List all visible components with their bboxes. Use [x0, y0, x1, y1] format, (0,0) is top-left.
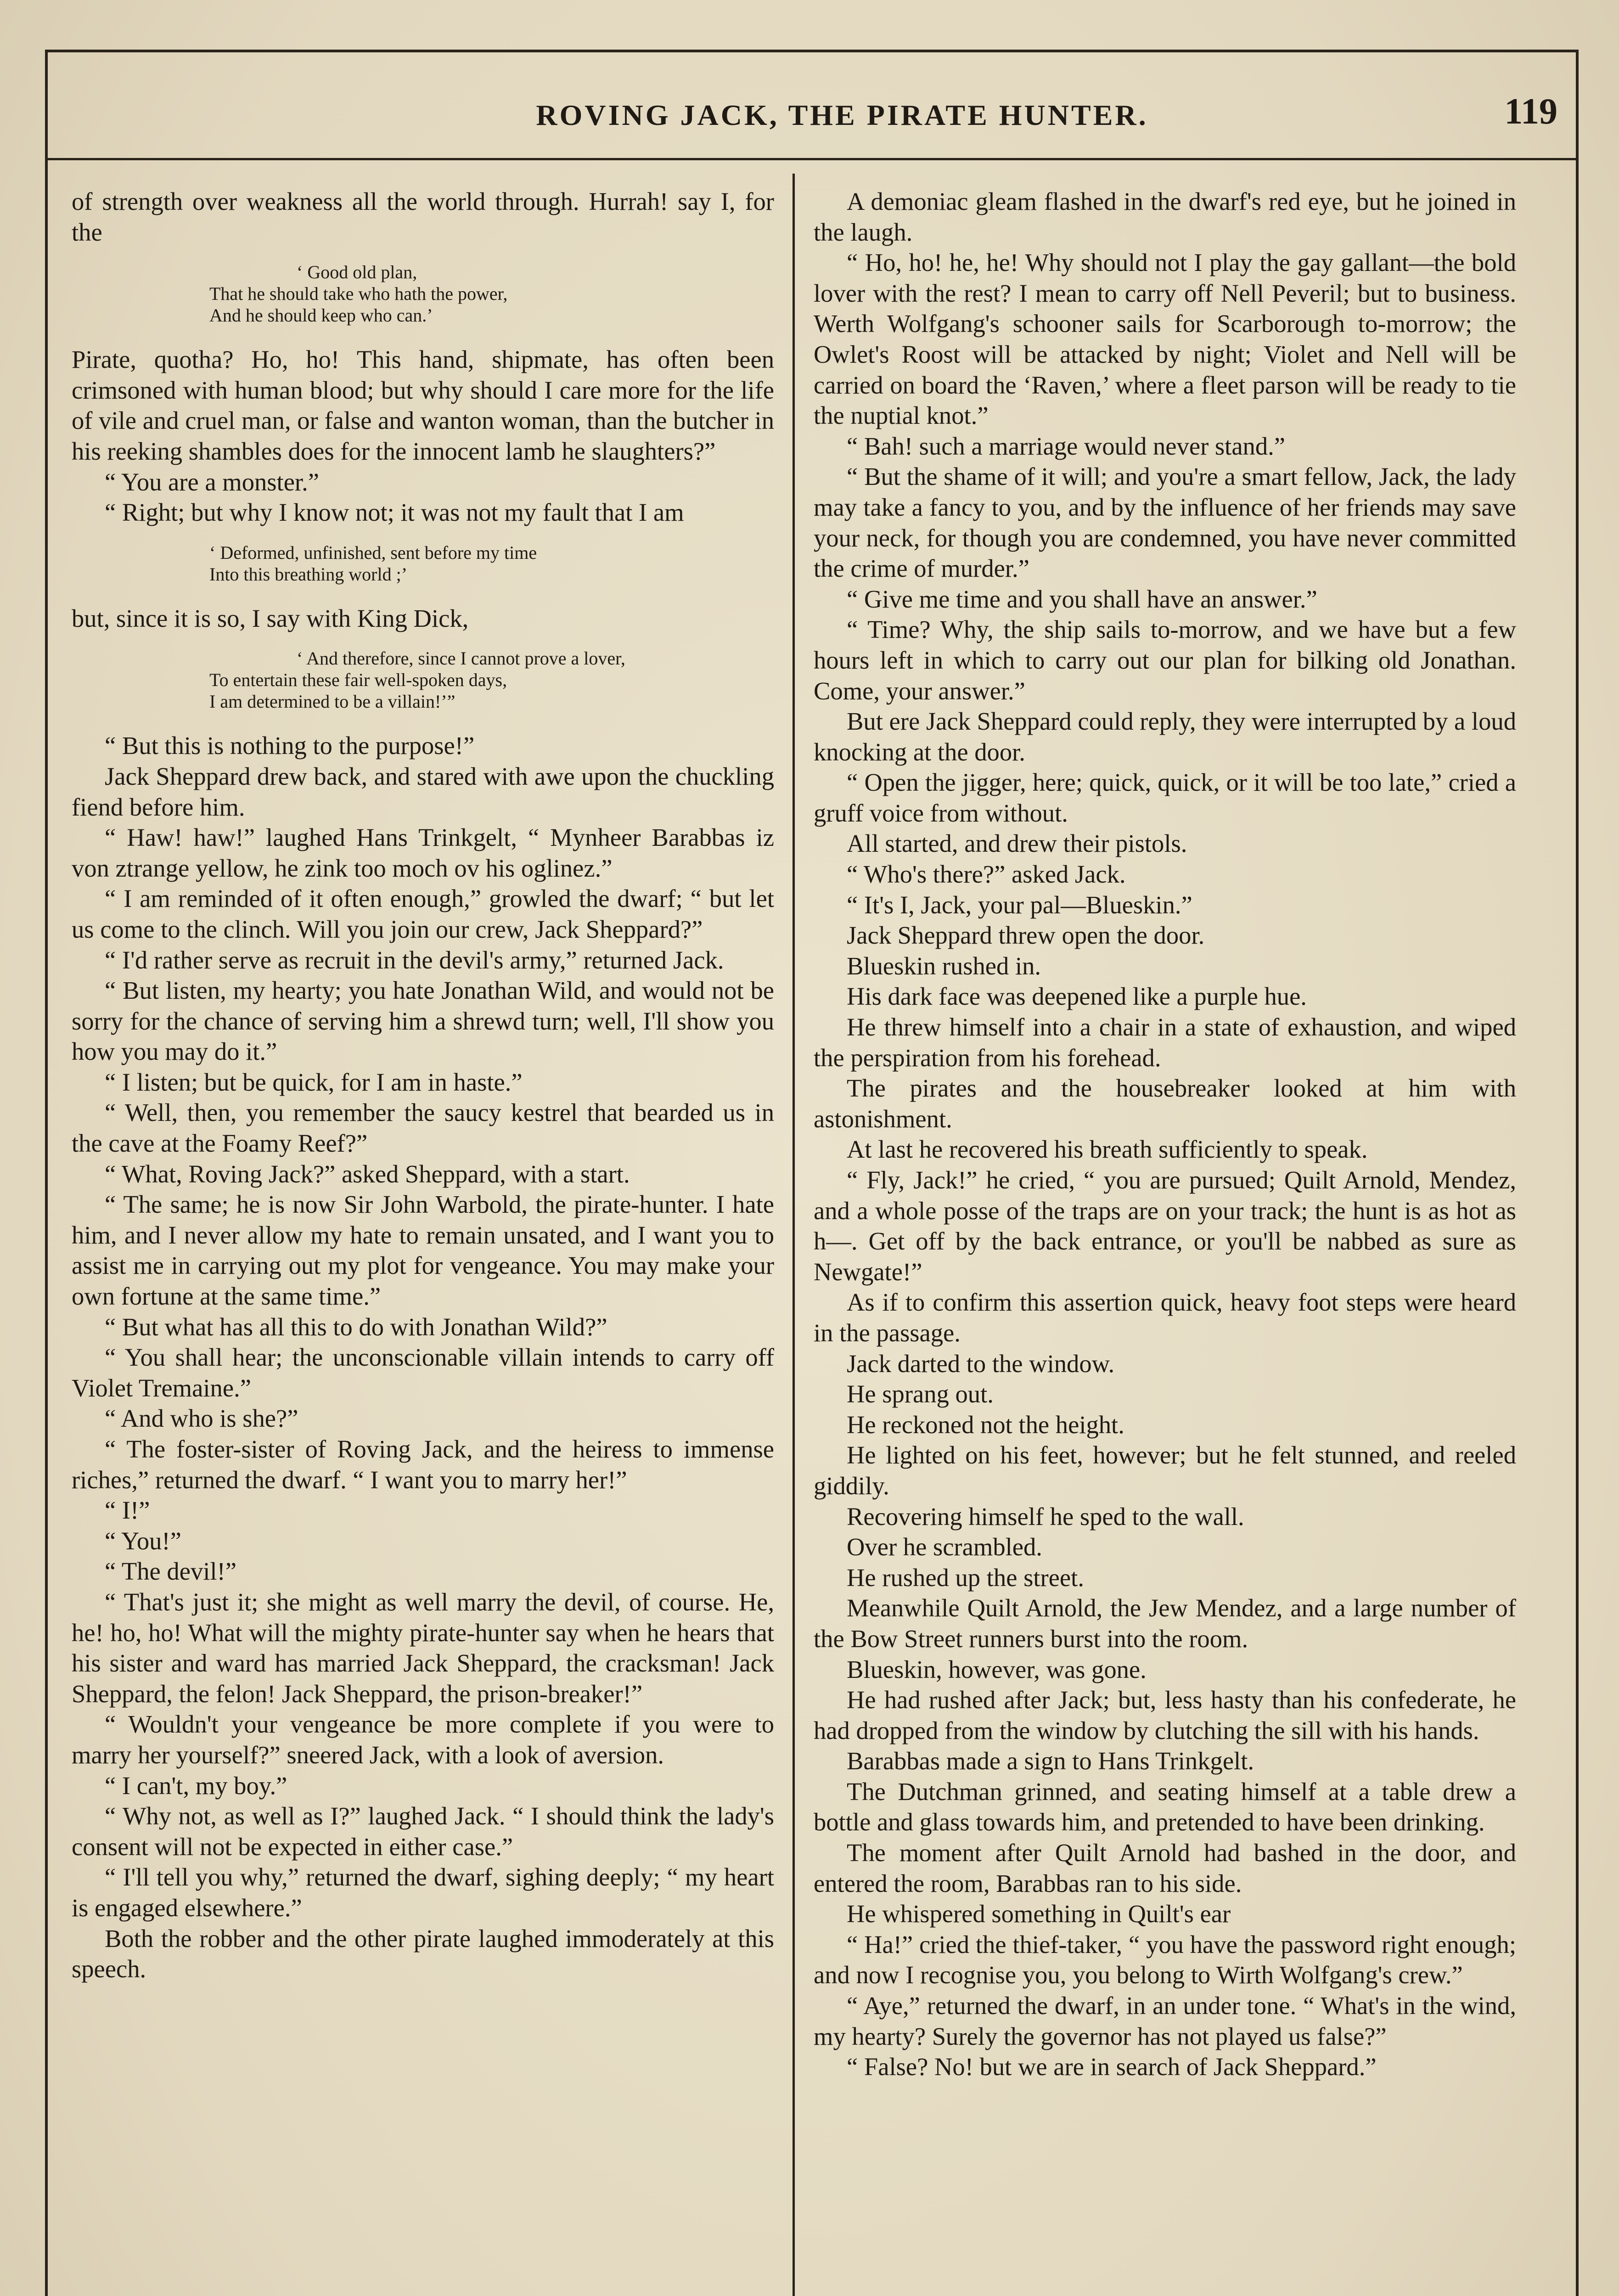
- verse-line: Into this breathing world ;’: [209, 563, 408, 585]
- paragraph: “ Haw! haw!” laughed Hans Trinkgelt, “ Mynheer Barabbas iz von ztrange yellow, he zink too moch ov his oglinez.”: [72, 823, 774, 882]
- paragraph: Over he scrambled.: [847, 1533, 1042, 1561]
- paragraph: “ Well, then, you remember the saucy kestrel that bearded us in the cave at the Foamy Reef?”: [72, 1098, 774, 1158]
- paragraph: “ But the shame of it will; and you're a smart fellow, Jack, the lady may take a fancy to you, and by the influence of her friends may save your neck, for though you are condemned, you have never committed the crime of murder.”: [814, 462, 1516, 583]
- running-title: ROVING JACK, THE PIRATE HUNTER.: [536, 99, 1148, 131]
- paragraph: Meanwhile Quilt Arnold, the Jew Mendez, and a large number of the Bow Street runners burst into the room.: [814, 1594, 1516, 1653]
- paragraph: The pirates and the housebreaker looked at him with astonishment.: [814, 1074, 1516, 1133]
- verse-line: ‘ Deformed, unfinished, sent before my time: [209, 542, 537, 563]
- paragraph: “ Wouldn't your vengeance be more complete if you were to marry her yourself?” sneered Jack, with a look of aversion.: [72, 1710, 774, 1769]
- verse-quote: [209, 261, 774, 326]
- verse-line: That he should take who hath the power,: [209, 283, 508, 304]
- paragraph: “ Why not, as well as I?” laughed Jack. “ I should think the lady's consent will not be expected in either case.”: [72, 1802, 774, 1861]
- running-header: [48, 52, 1576, 160]
- paragraph: “ But what has all this to do with Jonathan Wild?”: [105, 1312, 607, 1341]
- paragraph: The moment after Quilt Arnold had bashed in the door, and entered the room, Barabbas ran to his side.: [814, 1839, 1516, 1897]
- paragraph: He reckoned not the height.: [847, 1410, 1124, 1439]
- paragraph: “ Give me time and you shall have an answer.”: [847, 585, 1317, 613]
- paragraph: “ Right; but why I know not; it was not my fault that I am: [105, 498, 684, 527]
- paragraph: “ The same; he is now Sir John Warbold, the pirate-hunter. I hate him, and I never allow my hate to remain unsated, and I want you to assist me in carrying out my plot for vengeance. You may make your own fortune at the same time.”: [72, 1190, 774, 1311]
- paragraph: Jack Sheppard threw open the door.: [847, 921, 1205, 950]
- paragraph: “ And who is she?”: [105, 1404, 298, 1433]
- paragraph: As if to confirm this assertion quick, heavy foot steps were heard in the passage.: [814, 1288, 1516, 1347]
- paragraph: Blueskin rushed in.: [847, 951, 1041, 980]
- paragraph: “ The devil!”: [105, 1557, 236, 1586]
- paragraph: “ Ha!” cried the thief-taker, “ you have the password right enough; and now I recognise you, you belong to Wirth Wolfgang's crew.”: [814, 1930, 1516, 1989]
- paragraph: “ Open the jigger, here; quick, quick, or it will be too late,” cried a gruff voice from without.: [814, 768, 1516, 827]
- paragraph: Blueskin, however, was gone.: [847, 1655, 1147, 1683]
- right-column: [814, 186, 1516, 2296]
- paragraph: “ What, Roving Jack?” asked Sheppard, with a start.: [105, 1159, 630, 1188]
- verse-line: To entertain these fair well-spoken days,: [209, 670, 507, 691]
- verse-line: I am determined to be a villain!’”: [209, 691, 455, 712]
- paragraph: His dark face was deepened like a purple hue.: [847, 982, 1307, 1011]
- column-divider: [793, 174, 795, 2296]
- paragraph: Jack Sheppard drew back, and stared with awe upon the chuckling fiend before him.: [72, 762, 774, 821]
- paragraph: He rushed up the street.: [847, 1563, 1084, 1592]
- paragraph: “ But this is nothing to the purpose!”: [105, 732, 475, 760]
- paragraph: Both the robber and the other pirate laughed immoderately at this speech.: [72, 1924, 774, 1983]
- paragraph: He lighted on his feet, however; but he felt stunned, and reeled giddily.: [814, 1441, 1516, 1500]
- paragraph: “ False? No! but we are in search of Jack Sheppard.”: [847, 2053, 1377, 2081]
- paragraph: At last he recovered his breath sufficiently to speak.: [847, 1135, 1368, 1164]
- paragraph: “ Who's there?” asked Jack.: [847, 860, 1126, 889]
- paragraph: Recovering himself he sped to the wall.: [847, 1502, 1244, 1531]
- paragraph: but, since it is so, I say with King Dick,: [72, 604, 469, 632]
- paragraph: “ I!”: [105, 1496, 150, 1525]
- verse-quote: [209, 647, 774, 712]
- paragraph: “ Bah! such a marriage would never stand.”: [847, 432, 1286, 460]
- page-number: 119: [1504, 91, 1557, 132]
- paragraph: Jack darted to the window.: [847, 1349, 1115, 1378]
- paragraph: Pirate, quotha? Ho, ho! This hand, shipmate, has often been crimsoned with human blood; but why should I care more for the life of vile and cruel man, or false and wanton woman, than the butcher in his reeking shambles does for the innocent lamb he slaughters?”: [72, 345, 774, 465]
- paragraph: “ You are a monster.”: [105, 467, 319, 496]
- paragraph: He whispered something in Quilt's ear: [847, 1900, 1231, 1928]
- verse-line: ‘ And therefore, since I cannot prove a lover,: [297, 648, 625, 669]
- paragraph: “ Aye,” returned the dwarf, in an under tone. “ What's in the wind, my hearty? Surely the governor has not played us false?”: [814, 1992, 1516, 2050]
- paragraph: A demoniac gleam flashed in the dwarf's red eye, but he joined in the laugh.: [814, 187, 1516, 246]
- paragraph: “ The foster-sister of Roving Jack, and the heiress to immense riches,” returned the dwarf. “ I want you to marry her!”: [72, 1435, 774, 1494]
- paragraph: “ But listen, my hearty; you hate Jonathan Wild, and would not be sorry for the chance of serving him a shrewd turn; well, I'll show you how you may do it.”: [72, 976, 774, 1066]
- paragraph: of strength over weakness all the world through. Hurrah! say I, for the: [72, 187, 774, 246]
- paragraph: He sprang out.: [847, 1380, 994, 1408]
- paragraph: Barabbas made a sign to Hans Trinkgelt.: [847, 1747, 1254, 1775]
- paragraph: “ I am reminded of it often enough,” growled the dwarf; “ but let us come to the clinch. Will you join our crew, Jack Sheppard?”: [72, 884, 774, 943]
- paragraph: “ I can't, my boy.”: [105, 1771, 287, 1800]
- page-frame: [45, 50, 1579, 2296]
- paragraph: “ You!”: [105, 1526, 181, 1555]
- paragraph: The Dutchman grinned, and seating himself at a table drew a bottle and glass towards him, and pretended to have been drinking.: [814, 1777, 1516, 1836]
- left-column: [72, 186, 774, 2296]
- paragraph: “ You shall hear; the unconscionable villain intends to carry off Violet Tremaine.”: [72, 1343, 774, 1402]
- paragraph: “ It's I, Jack, your pal—Blueskin.”: [847, 890, 1192, 919]
- paragraph: “ I'd rather serve as recruit in the devil's army,” returned Jack.: [105, 945, 724, 974]
- paragraph: “ Time? Why, the ship sails to-morrow, and we have but a few hours left in which to carry out our plan for bilking old Jonathan. Come, your answer.”: [814, 615, 1516, 705]
- paragraph: “ Ho, ho! he, he! Why should not I play the gay gallant—the bold lover with the rest? I mean to carry off Nell Peveril; but to business. Werth Wolfgang's schooner sails for Scarborough to-morrow; the Owlet's Roost will be attacked by night; Violet and Nell will be carried on board the ‘Raven,’ where a fleet parson will be ready to tie the nuptial knot.”: [814, 248, 1516, 430]
- paragraph: But ere Jack Sheppard could reply, they were interrupted by a loud knocking at the door.: [814, 707, 1516, 766]
- paragraph: He had rushed after Jack; but, less hasty than his confederate, he had dropped from the window by clutching the sill with his hands.: [814, 1686, 1516, 1745]
- paragraph: “ That's just it; she might as well marry the devil, of course. He, he! ho, ho! What will the mighty pirate-hunter say when he hears that his sister and ward has married Jack Sheppard, the cracksman! Jack Sheppard, the felon! Jack Sheppard, the prison-breaker!”: [72, 1587, 774, 1708]
- verse-line: ‘ Good old plan,: [297, 262, 417, 283]
- paragraph: “ I'll tell you why,” returned the dwarf, sighing deeply; “ my heart is engaged elsewhere.”: [72, 1863, 774, 1922]
- paragraph: He threw himself into a chair in a state of exhaustion, and wiped the perspiration from his forehead.: [814, 1013, 1516, 1072]
- verse-quote: [209, 542, 774, 585]
- verse-line: And he should keep who can.’: [209, 305, 433, 326]
- paragraph: “ Fly, Jack!” he cried, “ you are pursued; Quilt Arnold, Mendez, and a whole posse of the traps are on your track; the hunt is as hot as h—. Get off by the back entrance, or you'll be nabbed as sure as Newgate!”: [814, 1166, 1516, 1286]
- paragraph: “ I listen; but be quick, for I am in haste.”: [105, 1068, 523, 1096]
- paragraph: All started, and drew their pistols.: [847, 829, 1187, 858]
